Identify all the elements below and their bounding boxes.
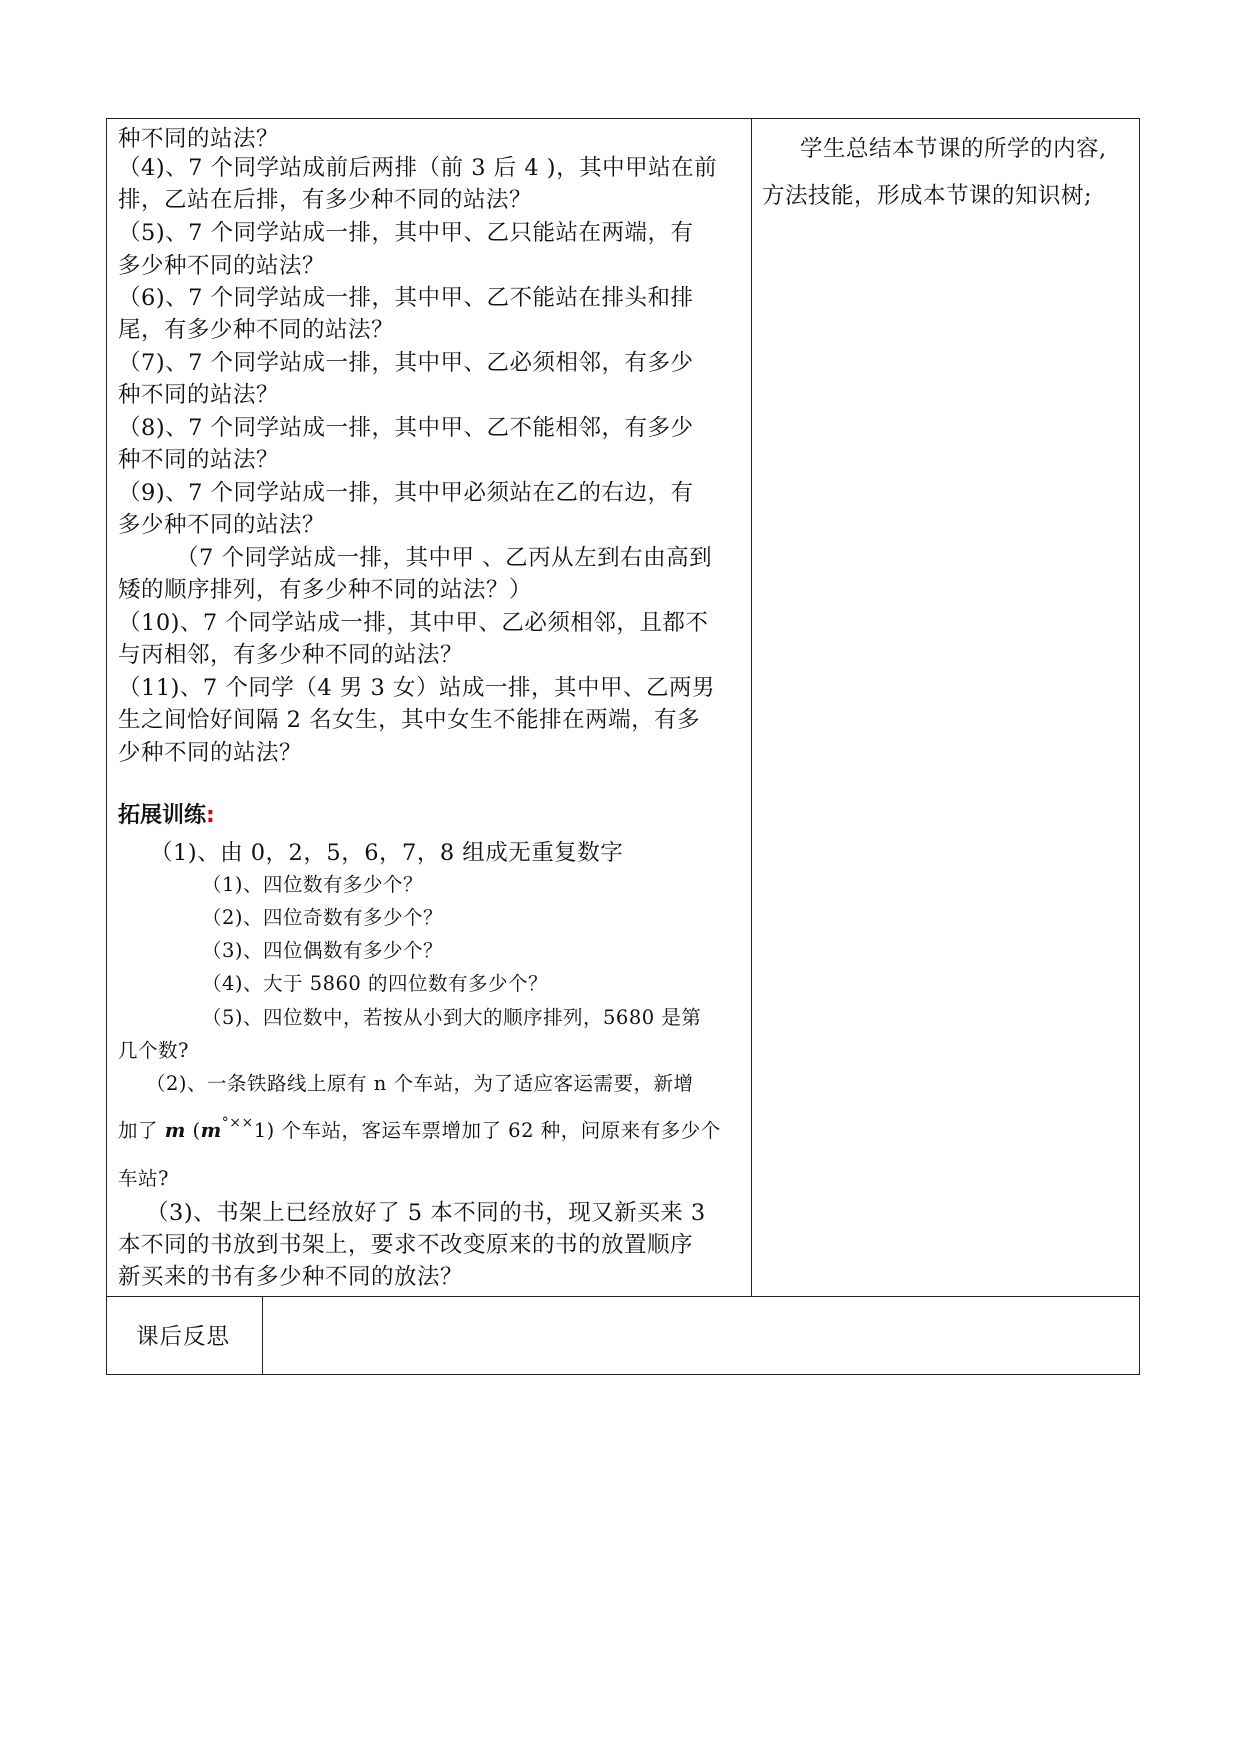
- question-line: （6)、7 个同学站成一排，其中甲、乙不能站在排头和排: [118, 285, 694, 311]
- question-line: 矮的顺序排列，有多少种不同的站法？）: [118, 577, 533, 603]
- extension-heading-colon: :: [206, 803, 215, 828]
- question-line: （9)、7 个同学站成一排，其中甲必须站在乙的右边，有: [118, 480, 694, 506]
- q2-var-m2: m: [200, 1119, 222, 1142]
- question-line: 种不同的站法？: [118, 126, 280, 152]
- q2-one: 1): [253, 1119, 282, 1142]
- question-line: 多少种不同的站法？: [118, 253, 326, 279]
- question-line: （7 个同学站成一排，其中甲 、乙丙从左到右由高到: [176, 545, 713, 571]
- q2-paren: (: [185, 1119, 201, 1142]
- reflection-label: 课后反思: [136, 1324, 231, 1350]
- question-line: （7)、7 个同学站成一排，其中甲、乙必须相邻，有多少: [118, 350, 694, 376]
- question-line: 种不同的站法？: [118, 447, 280, 473]
- extension-q3-line: 本不同的书放到书架上，要求不改变原来的书的放置顺序: [118, 1232, 694, 1258]
- column-divider: [751, 118, 752, 1296]
- q2-text: 加了: [118, 1119, 165, 1142]
- extension-q2-line3: 车站?: [118, 1167, 169, 1190]
- extension-heading: [118, 801, 215, 831]
- extension-q2-line1: （2)、一条铁路线上原有 n 个车站，为了适应客运需要，新增: [146, 1072, 694, 1095]
- question-line: （11)、7 个同学（4 男 3 女）站成一排，其中甲、乙两男: [118, 675, 715, 701]
- question-line: 排，乙站在后排，有多少种不同的站法？: [118, 187, 533, 213]
- extension-q1-sub: （4)、大于 5860 的四位数有多少个？: [202, 972, 549, 995]
- question-line: 种不同的站法？: [118, 382, 280, 408]
- summary-line: 学生总结本节课的所学的内容,: [800, 136, 1107, 162]
- summary-line: 方法技能，形成本节课的知识树;: [762, 183, 1093, 209]
- extension-q1-sub: （1)、四位数有多少个？: [202, 873, 424, 896]
- extension-q1-sub: （3)、四位偶数有多少个？: [202, 939, 444, 962]
- extension-q3-line: （3)、书架上已经放好了 5 本不同的书，现又新买来 3: [146, 1200, 706, 1226]
- question-line: （10)、7 个同学站成一排，其中甲、乙必须相邻，且都不: [118, 610, 709, 636]
- q2-symbol: °××: [221, 1115, 254, 1131]
- question-line: 与丙相邻，有多少种不同的站法？: [118, 642, 464, 668]
- extension-q2-line2: [118, 1115, 721, 1146]
- question-line: （5)、7 个同学站成一排，其中甲、乙只能站在两端，有: [118, 220, 694, 246]
- question-line: 多少种不同的站法？: [118, 512, 326, 538]
- reflection-divider: [262, 1296, 263, 1375]
- question-line: 生之间恰好间隔 2 名女生，其中女生不能排在两端，有多: [118, 707, 701, 733]
- extension-q1-sub: （5)、四位数中，若按从小到大的顺序排列，5680 是第: [202, 1006, 702, 1029]
- question-line: 少种不同的站法？: [118, 740, 303, 766]
- question-line: （8)、7 个同学站成一排，其中甲、乙不能相邻，有多少: [118, 415, 694, 441]
- question-line: 尾，有多少种不同的站法？: [118, 317, 395, 343]
- extension-q1-sub-cont: 几个数?: [118, 1039, 189, 1062]
- extension-heading-text: 拓展训练: [118, 803, 207, 828]
- q2-var-m: m: [164, 1119, 186, 1142]
- q2-text-post: 个车站，客运车票增加了 62 种，问原来有多少个: [281, 1119, 721, 1142]
- extension-q1-intro: （1)、由 0，2，5，6，7，8 组成无重复数字: [150, 840, 624, 866]
- question-line: （4)、7 个同学站成前后两排（前 3 后 4 )，其中甲站在前: [118, 155, 718, 181]
- extension-q3-line: 新买来的书有多少种不同的放法？: [118, 1264, 464, 1290]
- extension-q1-sub: （2)、四位奇数有多少个？: [202, 906, 444, 929]
